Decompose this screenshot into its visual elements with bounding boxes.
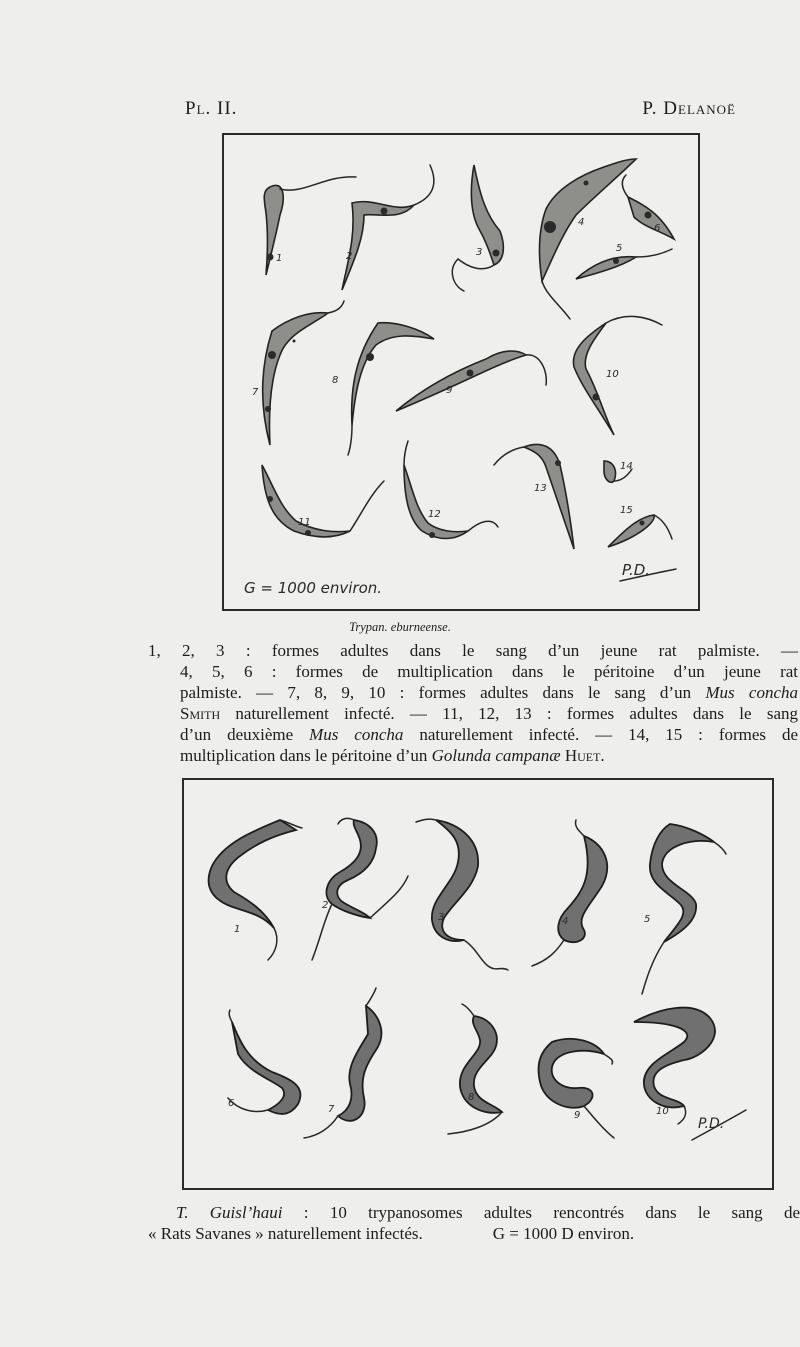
svg-text:11: 11: [298, 517, 311, 528]
illustrator-initials-2: P.D.: [698, 1116, 725, 1132]
plate-label: Pl. II.: [185, 98, 238, 119]
svg-text:4: 4: [578, 217, 585, 228]
organism-2-6: [228, 1010, 300, 1114]
illustrator-initials: P.D.: [622, 561, 651, 579]
svg-text:5: 5: [644, 914, 651, 925]
author-name: P. Delanoë: [642, 98, 736, 119]
svg-text:7: 7: [328, 1104, 335, 1115]
figure1-title: Trypan. eburneense.: [349, 620, 451, 634]
organism-12: [404, 441, 498, 539]
caption1-line5: d’un deuxième Mus concha naturellement infecté. — 14, 15 : formes de: [180, 725, 798, 744]
organism-2: [342, 165, 434, 290]
organism-2-3: [416, 819, 508, 970]
organism-3: [452, 165, 503, 291]
organism-5: [576, 243, 672, 279]
organism-2-10: [634, 1008, 715, 1124]
organism-4: [539, 159, 636, 319]
organism-2-9: [539, 1039, 615, 1138]
organism-2-4: [532, 820, 607, 966]
organism-9: [396, 351, 546, 411]
figure-t-guislhaui: [182, 778, 774, 1190]
svg-text:5: 5: [616, 243, 623, 254]
svg-text:6: 6: [228, 1098, 235, 1109]
svg-text:9: 9: [446, 385, 453, 396]
magnification-note: G = 1000 environ.: [244, 579, 383, 597]
svg-text:1: 1: [234, 924, 241, 935]
svg-text:14: 14: [620, 461, 633, 472]
svg-text:3: 3: [438, 912, 445, 923]
svg-text:2: 2: [346, 251, 353, 262]
svg-text:9: 9: [574, 1110, 581, 1121]
caption2-line2: « Rats Savanes » naturellement infectés. G = 1000 D environ.: [148, 1224, 635, 1243]
organism-15: [608, 505, 672, 547]
svg-text:8: 8: [332, 375, 339, 386]
organism-13: [494, 444, 574, 549]
svg-text:15: 15: [620, 505, 633, 516]
caption1-line3: palmiste. — 7, 8, 9, 10 : formes adultes dans le sang d’un Mus concha: [180, 683, 798, 702]
caption1-line4: Smith naturellement infecté. — 11, 12, 13 : formes adultes dans le sang: [180, 704, 798, 723]
svg-text:10: 10: [656, 1106, 669, 1117]
organism-10: [573, 316, 662, 435]
organism-2-8: [448, 1004, 502, 1134]
svg-text:10: 10: [606, 369, 619, 380]
svg-text:12: 12: [428, 509, 441, 520]
organism-7: [252, 301, 344, 445]
scale-note: G = 1000 D environ.: [492, 1224, 635, 1243]
svg-text:4: 4: [562, 916, 569, 927]
svg-text:2: 2: [322, 900, 329, 911]
organism-1: [264, 177, 356, 275]
organism-2-7: [304, 988, 381, 1138]
organism-8: [332, 323, 434, 455]
figure2-caption: [148, 1202, 800, 1244]
svg-text:8: 8: [468, 1092, 475, 1103]
figure-trypan-eburneense: [222, 133, 700, 611]
figure1-caption: [148, 640, 798, 766]
svg-text:6: 6: [654, 223, 661, 234]
organism-11: [262, 465, 384, 537]
svg-text:1: 1: [276, 253, 283, 264]
caption1-line1: 1, 2, 3 : formes adultes dans le sang d’un jeune rat palmiste. —: [148, 641, 798, 660]
caption1-line6: multiplication dans le péritoine d’un Golunda campanæ Huet.: [180, 746, 605, 765]
svg-text:3: 3: [476, 247, 483, 258]
organism-14: [604, 461, 633, 482]
caption2-line1: T. Guisl’haui : 10 trypanosomes adultes rencontrés dans le sang de: [176, 1203, 800, 1222]
organism-2-1: [209, 820, 302, 960]
organism-2-2: [312, 818, 408, 960]
organism-6: [622, 175, 674, 239]
svg-text:7: 7: [252, 387, 259, 398]
caption1-line2: 4, 5, 6 : formes de multiplication dans le péritoine d’un jeune rat: [180, 662, 798, 681]
organism-2-5: [642, 824, 726, 994]
svg-text:13: 13: [534, 483, 547, 494]
